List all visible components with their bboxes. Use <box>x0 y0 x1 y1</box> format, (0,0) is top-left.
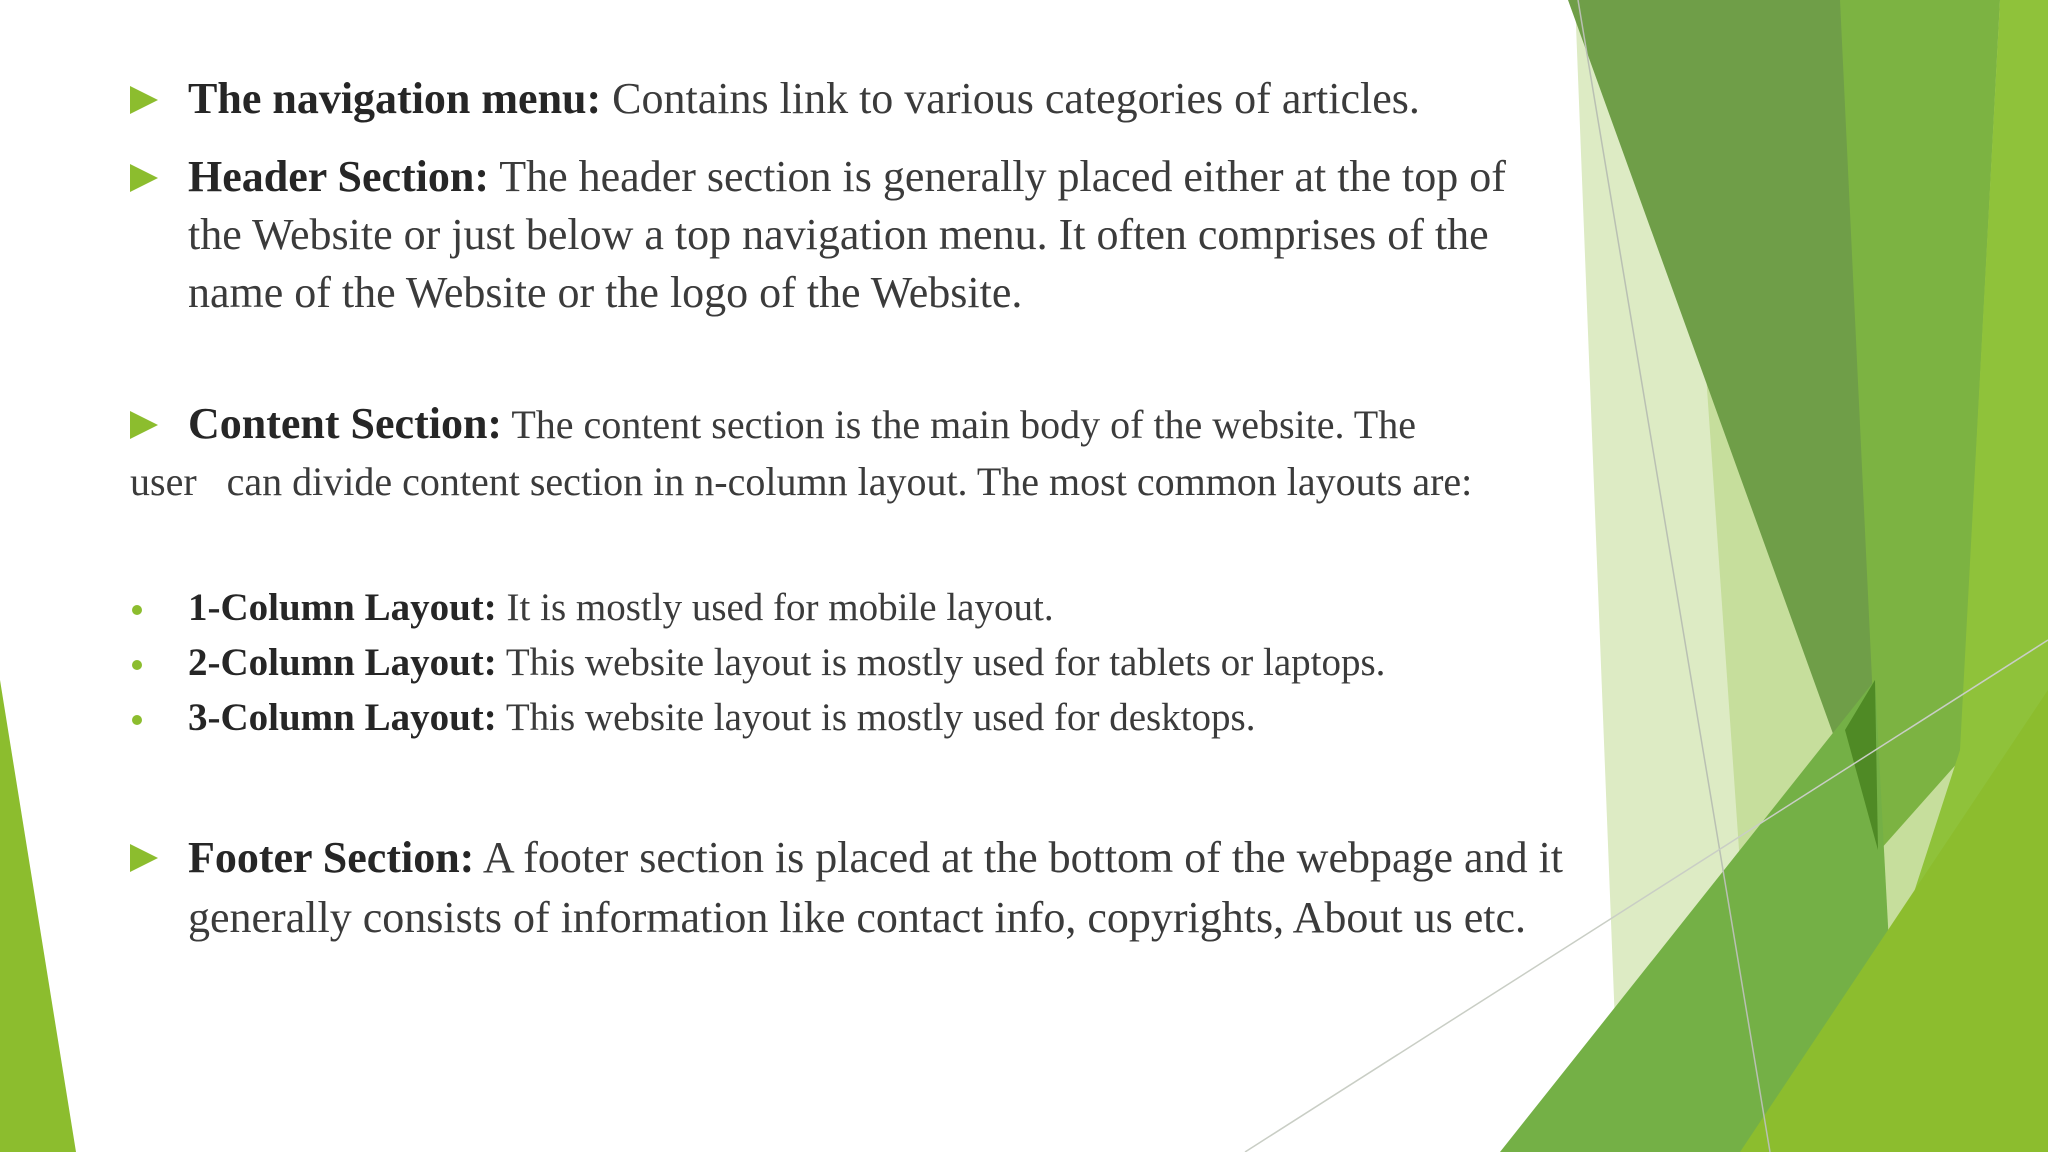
bullet-body-line1: The content section is the main body of the website. The <box>502 402 1416 447</box>
list-item-body: This website layout is mostly used for desktops. <box>496 696 1256 739</box>
bullet-text <box>130 148 1570 322</box>
bullet-title: Header Section: <box>188 152 490 201</box>
list-item-title: 2-Column Layout: <box>188 641 497 684</box>
list-item-body: This website layout is mostly used for tablets or laptops. <box>496 641 1386 684</box>
bullet-content-section <box>130 395 1530 510</box>
list-item <box>130 635 1570 690</box>
triangle-bullet-icon <box>130 844 158 872</box>
bullet-title: Footer Section: <box>188 833 475 882</box>
list-item-title: 1-Column Layout: <box>188 586 497 629</box>
bullet-body: Contains link to various categories of articles. <box>601 74 1420 123</box>
bullet-text <box>130 70 1570 128</box>
bullet-header-section <box>130 148 1570 322</box>
list-item <box>130 690 1570 745</box>
bullet-footer-section <box>130 828 1570 948</box>
triangle-bullet-icon <box>130 86 158 114</box>
dot-bullet-icon <box>132 715 142 725</box>
bullet-text-first-line <box>130 395 1530 454</box>
list-item-body: It is mostly used for mobile layout. <box>496 586 1054 629</box>
list-item-title: 3-Column Layout: <box>188 696 497 739</box>
list-item <box>130 580 1570 635</box>
bullet-body: A footer section is placed at the bottom of the webpage and it generally consists of information like contact info, copyrights, About us etc. <box>188 833 1564 942</box>
bullet-title: The navigation menu: <box>188 74 602 123</box>
bullet-title: Content Section: <box>188 399 503 448</box>
layout-sublist <box>130 580 1570 745</box>
dot-bullet-icon <box>132 605 142 615</box>
bullet-navigation-menu <box>130 70 1570 128</box>
triangle-bullet-icon <box>130 411 158 439</box>
dot-bullet-icon <box>132 660 142 670</box>
bullet-body-continuation: user can divide content section in n-column layout. The most common layouts are: <box>130 459 1473 504</box>
triangle-bullet-icon <box>130 164 158 192</box>
bullet-text <box>130 828 1570 948</box>
bullet-body: The header section is generally placed either at the top of the Website or just below a top navigation menu. It often comprises of the name of the Website or the logo of the Website. <box>188 152 1506 317</box>
